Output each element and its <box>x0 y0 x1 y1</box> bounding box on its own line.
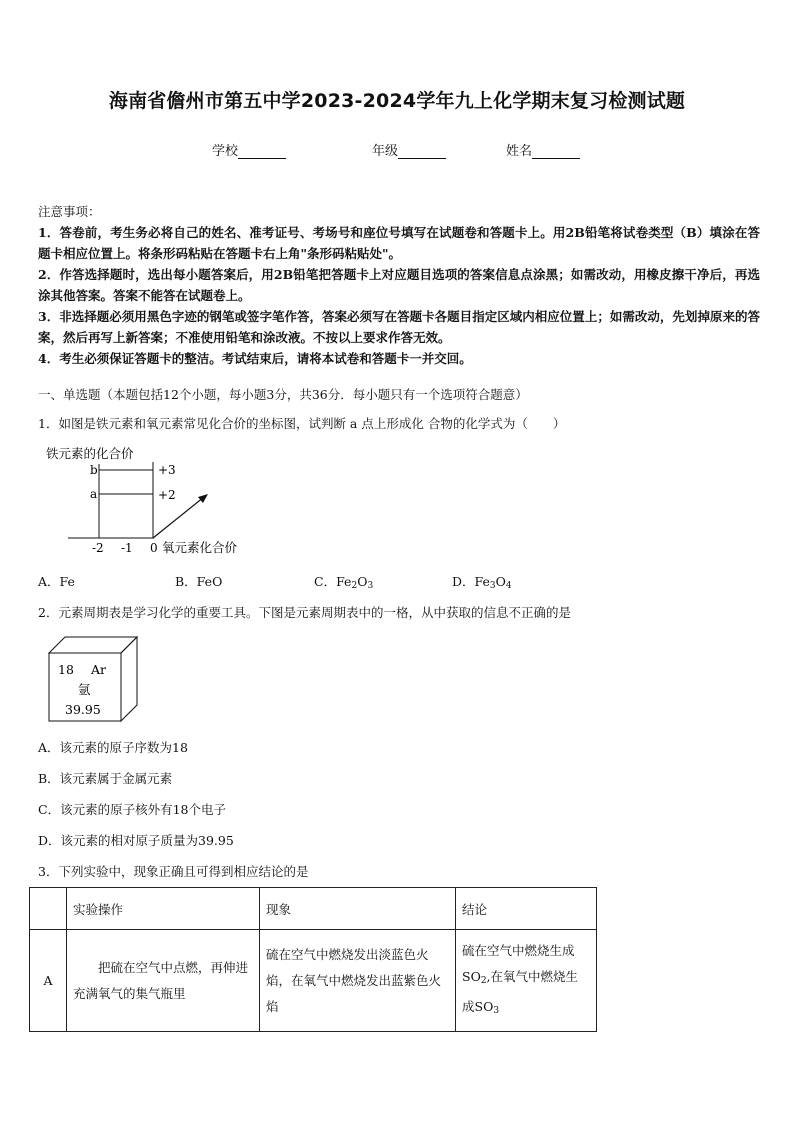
graph-x-tick-neg1: -1 <box>121 541 133 555</box>
school-blank[interactable] <box>238 144 286 159</box>
row-a-label: A <box>30 930 67 1032</box>
q1-c-sub1: 2 <box>351 581 358 591</box>
q1-c-text2: O <box>357 574 368 589</box>
q1-d-text2: O <box>495 574 506 589</box>
q2-element-cell <box>48 636 140 722</box>
row-a-operation: 把硫在空气中点燃，再伸进充满氧气的集气瓶里 <box>67 930 260 1032</box>
table-header-phenomenon: 现象 <box>260 888 456 930</box>
notice-item-4: 4．考生必须保证答题卡的整洁。考试结束后，请将本试卷和答题卡一并交回。 <box>38 351 472 366</box>
notice-block <box>38 201 760 369</box>
q3-stem: 3．下列实验中，现象正确且可得到相应结论的是 <box>38 864 309 879</box>
q1-d-text: D．Fe <box>452 574 490 589</box>
concl-text-1: 硫在空气中燃烧生成SO <box>462 942 575 984</box>
grade-field[interactable] <box>372 140 446 159</box>
graph-b-value: +3 <box>158 463 176 477</box>
notice-item-1: 1．答卷前，考生务必将自己的姓名、准考证号、考场号和座位号填写在试题卷和答题卡上。用2B铅笔将试卷类型（B）填涂在答题卡相应位置上。将条形码粘贴在答题卡右上角"条形码粘贴处"。 <box>38 225 760 261</box>
q1-option-b[interactable]: B．FeO <box>175 574 223 589</box>
notice-item-3: 3．非选择题必须用黑色字迹的钢笔或签字笔作答，答案必须写在答题卡各题目指定区域内相应位置上；如需改动，先划掉原来的答案，然后再写上新答案；不准使用铅笔和涂改液。不按以上要求作答无效。 <box>38 309 760 345</box>
q2-stem: 2．元素周期表是学习化学的重要工具。下图是元素周期表中的一格，从中获取的信息不正确的是 <box>38 605 571 620</box>
q1-option-c[interactable] <box>314 572 373 591</box>
concl-sub-1: 2 <box>480 975 487 986</box>
section-heading: 一、单选题（本题包括12个小题，每小题3分，共36分．每小题只有一个选项符合题意） <box>38 387 528 402</box>
name-blank[interactable] <box>532 144 580 159</box>
graph-arrow-line <box>153 497 204 538</box>
q1-valence-graph <box>40 440 280 562</box>
graph-arrow-head <box>198 494 208 503</box>
q2-option-b[interactable]: B．该元素属于金属元素 <box>38 771 173 786</box>
cell-atomic-number: 18 <box>58 662 74 677</box>
page-title: 海南省儋州市第五中学2023-2024学年九上化学期末复习检测试题 <box>108 90 686 112</box>
table-header-blank <box>30 888 67 930</box>
q1-option-d[interactable] <box>452 572 512 591</box>
graph-a-value: +2 <box>158 488 176 502</box>
q1-c-sub2: 3 <box>367 581 374 591</box>
q2-option-c[interactable]: C．该元素的原子核外有18个电子 <box>38 802 226 817</box>
grade-label: 年级 <box>372 144 399 159</box>
row-a-conclusion <box>456 930 597 1032</box>
q1-d-sub2: 4 <box>505 581 512 591</box>
table-header-operation: 实验操作 <box>67 888 260 930</box>
cell-name: 氩 <box>78 682 91 697</box>
graph-a-tick: a <box>90 487 98 501</box>
graph-xlabel: 氧元素化合价 <box>162 540 238 555</box>
row-a-phenomenon: 硫在空气中燃烧发出淡蓝色火焰，在氧气中燃烧发出蓝紫色火焰 <box>260 930 456 1032</box>
cell-symbol: Ar <box>91 662 107 677</box>
q1-option-a[interactable]: A．Fe <box>38 574 75 589</box>
q1-stem: 1．如图是铁元素和氧元素常见化合价的坐标图，试判断 a 点上形成化 合物的化学式为（ ） <box>38 416 566 431</box>
cell-side-face <box>121 637 137 721</box>
graph-x-tick-0: 0 <box>150 541 158 555</box>
graph-x-tick-neg2: -2 <box>92 541 104 555</box>
table-row <box>30 930 597 1032</box>
q3-table <box>29 887 597 1032</box>
notice-item-2: 2．作答选择题时，选出每小题答案后，用2B铅笔把答题卡上对应题目选项的答案信息点涂黑；如需改动，用橡皮擦干净后，再选涂其他答案。答案不能答在试题卷上。 <box>38 267 760 303</box>
graph-ylabel: 铁元素的化合价 <box>46 446 134 461</box>
q2-option-d[interactable]: D．该元素的相对原子质量为39.95 <box>38 833 234 848</box>
school-label: 学校 <box>212 144 239 159</box>
concl-text-2: ,在氧气中燃烧生成SO <box>462 968 579 1014</box>
q1-d-sub1: 3 <box>489 581 496 591</box>
name-label: 姓名 <box>506 144 533 159</box>
table-header-conclusion: 结论 <box>456 888 597 930</box>
q2-option-a[interactable]: A．该元素的原子序数为18 <box>38 740 188 755</box>
school-field[interactable] <box>212 140 286 159</box>
graph-b-tick: b <box>90 463 98 477</box>
q1-c-text: C．Fe <box>314 574 352 589</box>
cell-mass: 39.95 <box>65 702 101 717</box>
name-field[interactable] <box>506 140 580 159</box>
concl-sub-2: 3 <box>493 1005 500 1016</box>
notice-heading: 注意事项： <box>38 204 101 219</box>
grade-blank[interactable] <box>398 144 446 159</box>
table-header-row <box>30 888 597 930</box>
